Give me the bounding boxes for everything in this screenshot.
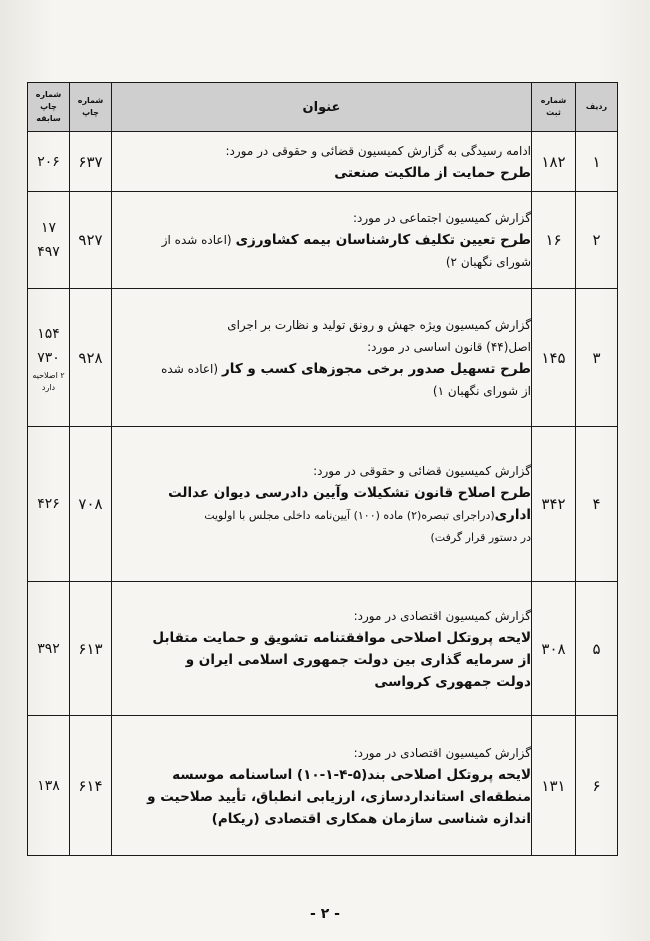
item-title (112, 427, 532, 582)
previous-print-value: ۴۲۶ (37, 496, 60, 512)
print-number: ۶۱۴ (70, 716, 112, 856)
print-number: ۹۲۷ (70, 192, 112, 289)
previous-print-value: ۳۹۲ (37, 640, 60, 657)
print-number: ۹۲۸ (70, 289, 112, 427)
item-note-continued: از شورای نگهبان ۱) (432, 383, 531, 398)
previous-print-value: ۱۵۴ (37, 325, 60, 342)
item-note: (دراجرای تبصره(۲) ماده (۱۰۰) آیین‌نامه داخلی مجلس با اولویت (204, 508, 495, 522)
registration-number: ۱۸۲ (532, 132, 576, 192)
previous-print-number (28, 582, 70, 716)
previous-print-value: ۱۳۸ (37, 777, 60, 794)
item-subject-continued: منطقه‌ای استانداردسازی، ارزیابی انطباق، تأیید صلاحیت و (147, 788, 531, 805)
amendment-note: ۲ اصلاحیه دارد (32, 370, 65, 392)
header-print-number: شماره چاپ (70, 83, 112, 132)
previous-print-value: ۴۹۷ (37, 244, 60, 260)
item-title (112, 192, 532, 289)
header-row-number: ردیف (576, 83, 618, 132)
previous-print-number (28, 192, 70, 289)
item-intro: گزارش کمیسیون اجتماعی در مورد: (352, 211, 531, 225)
print-number: ۷۰۸ (70, 427, 112, 582)
table-row (28, 716, 618, 856)
table-header-row (28, 83, 618, 132)
table-row (28, 289, 618, 427)
row-number: ۱ (576, 132, 618, 192)
item-title (112, 132, 532, 192)
previous-print-number (28, 427, 70, 582)
previous-print-value: ۲۰۶ (37, 153, 60, 170)
header-registration-number: شماره ثبت (532, 83, 576, 132)
item-title (112, 582, 532, 716)
item-subject-continued: از سرمایه گذاری بین دولت جمهوری اسلامی ایران و (185, 651, 531, 668)
item-intro: گزارش کمیسیون اقتصادی در مورد: (353, 745, 531, 760)
registration-number: ۱۴۵ (532, 289, 576, 427)
table-row (28, 582, 618, 716)
agenda-table (27, 82, 618, 856)
item-intro: گزارش کمیسیون ویژه جهش و رونق تولید و نظارت بر اجرای (227, 317, 531, 332)
item-subject-continued: دولت جمهوری کرواسی (374, 673, 531, 690)
header-previous-print-number: شماره چاپ سابقه (28, 83, 70, 132)
page-number: - ۲ - (310, 906, 340, 922)
item-title (112, 289, 532, 427)
row-number: ۲ (576, 192, 618, 289)
row-number: ۴ (576, 427, 618, 582)
item-note: (اعاده شده از (161, 233, 232, 247)
previous-print-number (28, 289, 70, 427)
row-number: ۳ (576, 289, 618, 427)
item-subject: طرح اصلاح قانون تشکیلات وآیین دادرسی دیوان عدالت (168, 484, 531, 501)
table-row (28, 132, 618, 192)
registration-number: ۱۳۱ (532, 716, 576, 856)
item-intro: ادامه رسیدگی به گزارش کمیسیون قضائی و حقوقی در مورد: (225, 143, 531, 158)
item-title (112, 716, 532, 856)
item-intro-continued: اصل(۴۴) قانون اساسی در مورد: (367, 339, 531, 354)
item-subject: لایحه پروتکل اصلاحی موافقتنامه تشویق و حمایت متقابل (152, 629, 531, 646)
item-subject: طرح تعیین تکلیف کارشناسان بیمه کشاورزی (235, 232, 531, 248)
table-row (28, 192, 618, 289)
header-title: عنوان (112, 83, 532, 132)
registration-number: ۳۰۸ (532, 582, 576, 716)
previous-print-value: ۱۷ (40, 220, 57, 236)
item-intro: گزارش کمیسیون قضائی و حقوقی در مورد: (313, 463, 531, 478)
registration-number: ۳۴۲ (532, 427, 576, 582)
previous-print-number (28, 716, 70, 856)
table-row (28, 427, 618, 582)
registration-number: ۱۶ (532, 192, 576, 289)
item-subject-continued: اداری (494, 506, 531, 523)
print-number: ۶۳۷ (70, 132, 112, 192)
item-subject: لایحه پروتکل اصلاحی بند(۵-۴-۱-۱۰) اساسنامه موسسه (172, 766, 531, 783)
item-subject: طرح تسهیل صدور برخی مجوزهای کسب و کار (222, 360, 531, 377)
item-note-continued: در دستور قرار گرفت) (430, 530, 531, 544)
row-number: ۶ (576, 716, 618, 856)
item-intro: گزارش کمیسیون اقتصادی در مورد: (353, 608, 531, 623)
row-number: ۵ (576, 582, 618, 716)
previous-print-value: ۷۳۰ (37, 349, 60, 366)
previous-print-number (28, 132, 70, 192)
item-note: (اعاده شده (161, 361, 219, 376)
item-subject-continued: اندازه شناسی سازمان همکاری اقتصادی (ریکام) (211, 810, 531, 827)
print-number: ۶۱۳ (70, 582, 112, 716)
item-subject: طرح حمایت از مالکیت صنعتی (334, 164, 531, 181)
item-note-continued: شورای نگهبان ۲) (445, 255, 531, 269)
